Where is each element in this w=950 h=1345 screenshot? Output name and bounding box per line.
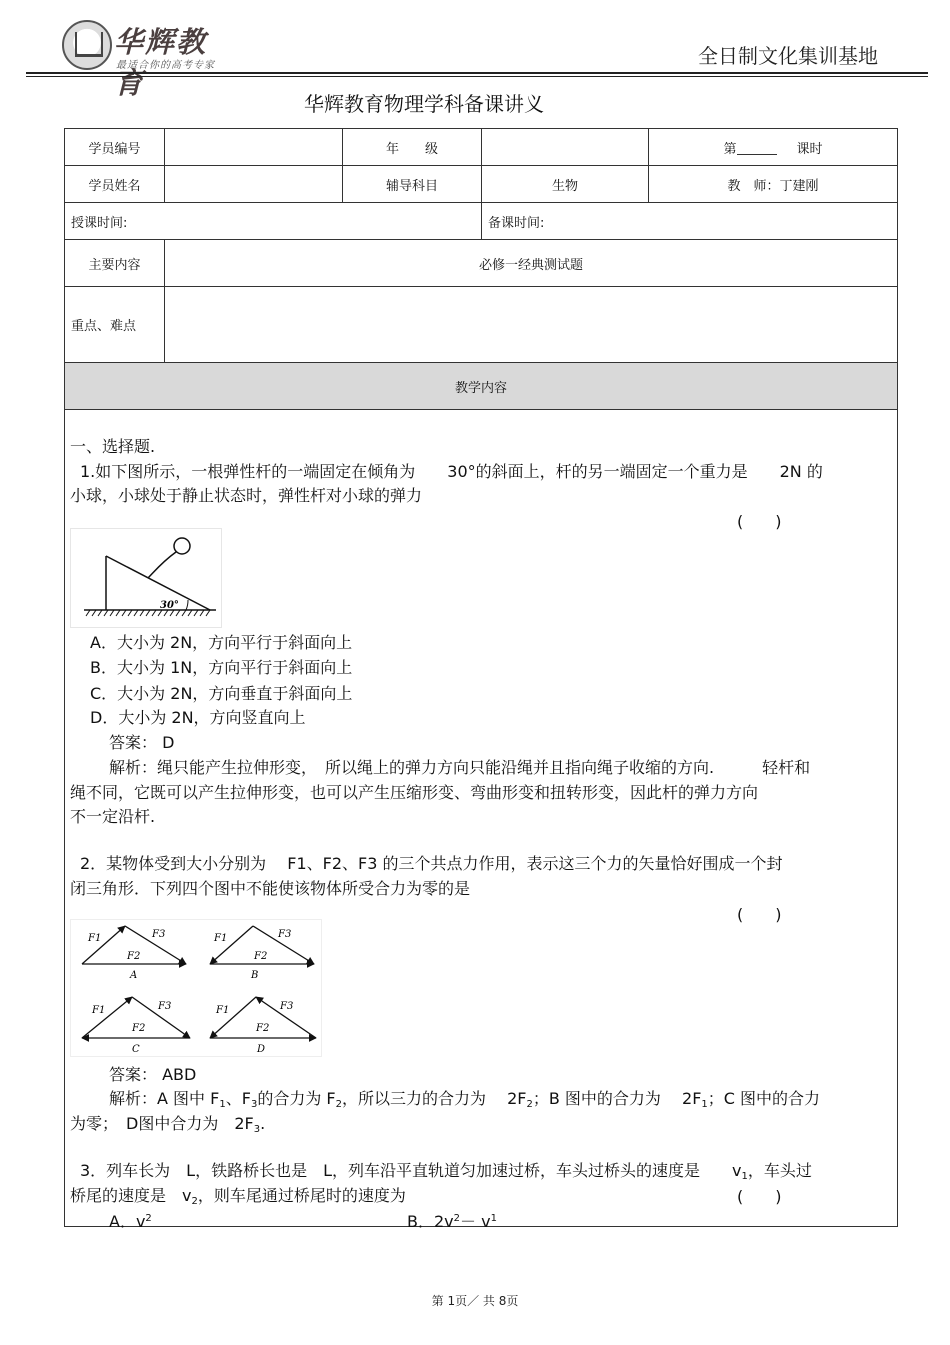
q1-analysis-line1: 解析：绳只能产生拉伸形变， 所以绳上的弹力方向只能沿绳并且指向绳子收缩的方向. 轻杆和 xyxy=(109,758,811,777)
svg-text:F3: F3 xyxy=(278,929,292,940)
main-content-label: 主要内容 xyxy=(64,239,165,287)
svg-text:F3: F3 xyxy=(158,1001,172,1012)
q1-analysis-line2: 绳不同，它既可以产生拉伸形变，也可以产生压缩形变、弯曲形变和扭转形变，因此杆的弹力方向 xyxy=(70,783,759,802)
svg-text:F1: F1 xyxy=(214,933,228,944)
q1-angle-label: 30° xyxy=(160,600,179,611)
key-points-label: 重点、难点 xyxy=(64,286,165,363)
q3-option-b: B．$2v^2- v^1$ xyxy=(407,1212,497,1231)
header-divider-thin xyxy=(26,76,928,77)
lesson-prefix: 第 xyxy=(723,141,737,157)
q1-option-a: A．大小为 2N，方向平行于斜面向上 xyxy=(90,633,353,652)
q1-analysis-line3: 不一定沿杆. xyxy=(70,807,156,826)
teaching-content-header: 教学内容 xyxy=(64,362,898,410)
lesson-number-field[interactable] xyxy=(737,140,777,155)
header-divider xyxy=(26,72,928,74)
q1-line2: 小球，小球处于静止状态时，弹性杆对小球的弹力 xyxy=(70,486,423,505)
lesson-suffix: 课时 xyxy=(796,141,823,157)
svg-text:F1: F1 xyxy=(88,933,102,944)
q3-line2: 桥尾的速度是 $v_2$，则车尾通过桥尾时的速度为 xyxy=(70,1186,406,1207)
svg-text:B: B xyxy=(251,970,259,981)
q1-option-b: B．大小为 1N，方向平行于斜面向上 xyxy=(90,658,353,677)
student-name-label: 学员姓名 xyxy=(64,165,165,203)
svg-text:F2: F2 xyxy=(256,1023,270,1034)
svg-text:F3: F3 xyxy=(280,1001,294,1012)
q1-option-c: C．大小为 2N，方向垂直于斜面向上 xyxy=(90,684,353,703)
subject-value: 生物 xyxy=(481,165,649,203)
svg-text:C: C xyxy=(132,1044,140,1055)
section-title: 一、选择题. xyxy=(70,437,156,456)
key-points-field[interactable] xyxy=(164,286,898,363)
logo-emblem-icon xyxy=(62,20,112,70)
svg-text:F2: F2 xyxy=(254,951,268,962)
q1-option-d: D．大小为 2N，方向竖直向上 xyxy=(90,708,306,727)
q1-answer-bracket: ( ) xyxy=(737,512,782,531)
subject-label: 辅导科目 xyxy=(342,165,482,203)
main-content-value: 必修一经典测试题 xyxy=(164,239,898,287)
q1-slope-diagram xyxy=(70,528,222,628)
student-name-field[interactable] xyxy=(164,165,343,203)
q2-line1: 2．某物体受到大小分别为 F1、F2、F3 的三个共点力作用，表示这三个力的矢量恰好围成一个封 xyxy=(80,854,783,873)
svg-text:F1: F1 xyxy=(92,1005,106,1016)
grade-label: 年 级 xyxy=(342,128,482,166)
q2-analysis-line1: 解析：A 图中 $F_1$、$F_3$的合力为 $F_2$，所以三力的合力为 $2F_2$；B 图中的合力为 $2F_1$；C 图中的合力 xyxy=(109,1089,821,1110)
page-title: 华辉教育物理学科备课讲义 xyxy=(304,92,544,116)
svg-text:F3: F3 xyxy=(152,929,166,940)
q2-force-diagrams xyxy=(70,919,322,1057)
q1-answer: 答案： D xyxy=(109,733,175,752)
q2-analysis-line2: 为零； D图中合力为 $2F_3$. xyxy=(70,1114,266,1135)
svg-text:D: D xyxy=(257,1044,266,1055)
grade-field[interactable] xyxy=(481,128,649,166)
logo-name: 华辉教育 xyxy=(114,25,208,100)
svg-text:F1: F1 xyxy=(216,1005,230,1016)
q3-answer-bracket: ( ) xyxy=(737,1187,782,1206)
q1-line1: 1.如下图所示，一根弹性杆的一端固定在倾角为 30°的斜面上，杆的另一端固定一个重力是 2N 的 xyxy=(80,462,823,481)
svg-text:F2: F2 xyxy=(132,1023,146,1034)
logo-slogan: 最适合你的高考专家 xyxy=(116,60,215,71)
q2-answer-bracket: ( ) xyxy=(737,905,782,924)
teacher-value: 教 师：丁建刚 xyxy=(648,165,898,203)
lesson-number-cell xyxy=(648,128,898,166)
teach-time-label: 授课时间: xyxy=(64,202,482,240)
page-footer: 第 1页／ 共 8页 xyxy=(431,1294,519,1308)
student-id-label: 学员编号 xyxy=(64,128,165,166)
prep-time-label: 备课时间: xyxy=(481,202,898,240)
q3-option-a: A．$v^2$ xyxy=(109,1212,152,1231)
svg-text:A: A xyxy=(130,970,138,981)
logo xyxy=(62,18,232,100)
header-right-text: 全日制文化集训基地 xyxy=(698,44,878,68)
q3-line1: 3．列车长为 L，铁路桥长也是 L，列车沿平直轨道匀加速过桥，车头过桥头的速度是 $v_1$，车头过 xyxy=(80,1161,812,1182)
student-id-field[interactable] xyxy=(164,128,343,166)
svg-text:F2: F2 xyxy=(127,951,141,962)
q2-answer: 答案： ABD xyxy=(109,1065,197,1084)
q2-line2: 闭三角形．下列四个图中不能使该物体所受合力为零的是 xyxy=(70,879,471,898)
